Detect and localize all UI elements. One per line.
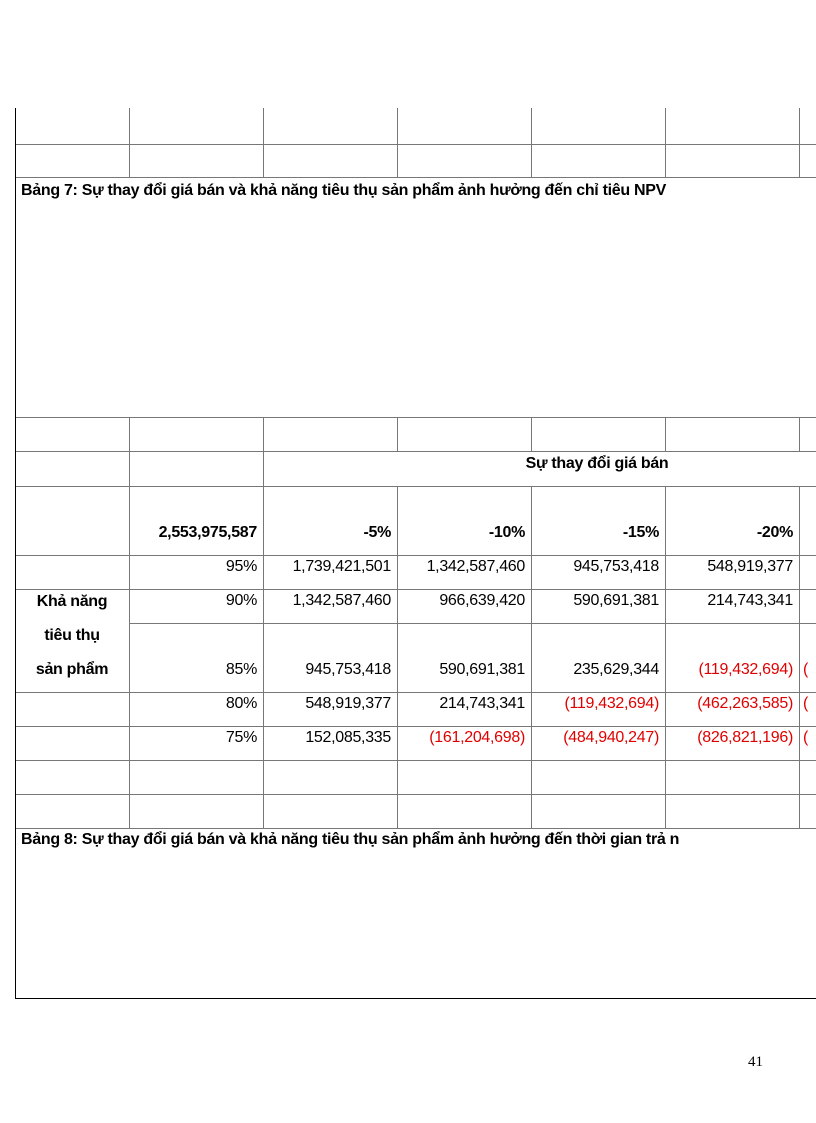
column-header: -20%	[756, 524, 793, 541]
grid-line	[665, 108, 666, 177]
grid-line	[397, 108, 398, 177]
row-percent: 80%	[225, 695, 257, 712]
table-8-title: Bảng 8: Sự thay đổi giá bán và khả năng tiêu thụ sản phẩm ảnh hưởng đến thời gian trả n	[21, 831, 680, 848]
npv-cell: 214,743,341	[439, 695, 525, 712]
grid-line	[15, 692, 816, 693]
table-7-title: Bảng 7: Sự thay đổi giá bán và khả năng tiêu thụ sản phẩm ảnh hưởng đến chỉ tiêu NPV	[21, 182, 666, 199]
npv-cell: 590,691,381	[573, 592, 659, 609]
grid-line	[15, 726, 816, 727]
row-group-label: sản phẩm	[35, 661, 109, 678]
grid-line	[15, 177, 816, 178]
group-header: Sự thay đổi giá bán	[525, 455, 669, 472]
grid-line	[15, 760, 816, 761]
column-header: -10%	[488, 524, 525, 541]
row-percent: 75%	[225, 729, 257, 746]
npv-cell: 1,342,587,460	[292, 592, 391, 609]
npv-cell: 945,753,418	[573, 558, 659, 575]
grid-line	[15, 451, 816, 452]
grid-line	[799, 417, 800, 451]
grid-line	[129, 623, 816, 624]
npv-cell-clipped: (	[803, 661, 809, 678]
grid-line	[665, 417, 666, 451]
grid-line	[799, 486, 800, 828]
grid-line	[531, 108, 532, 177]
npv-cell: (119,432,694)	[564, 695, 659, 712]
npv-cell: 945,753,418	[305, 661, 391, 678]
npv-cell: 1,342,587,460	[426, 558, 525, 575]
grid-line	[15, 486, 816, 487]
grid-line	[15, 417, 816, 418]
npv-cell: 966,639,420	[439, 592, 525, 609]
npv-cell-clipped: (	[803, 729, 809, 746]
npv-cell: 235,629,344	[573, 661, 659, 678]
grid-line	[129, 108, 130, 177]
row-group-label: tiêu thụ	[44, 627, 100, 644]
row-percent: 95%	[225, 558, 257, 575]
npv-cell: (484,940,247)	[563, 729, 659, 746]
grid-line	[531, 417, 532, 451]
column-header: -15%	[622, 524, 659, 541]
grid-line	[15, 794, 816, 795]
npv-cell: (161,204,698)	[429, 729, 525, 746]
grid-line	[15, 144, 816, 145]
npv-cell: 590,691,381	[439, 661, 525, 678]
page-number: 41	[748, 1054, 763, 1070]
spreadsheet-area	[15, 108, 816, 999]
grid-line	[263, 108, 264, 177]
grid-line	[799, 108, 800, 177]
npv-cell: (826,821,196)	[697, 729, 793, 746]
npv-cell: 1,739,421,501	[292, 558, 391, 575]
grid-line	[15, 555, 816, 556]
row-group-label: Khả năng	[36, 593, 108, 610]
column-header: -5%	[363, 524, 391, 541]
sheet-bottom-border	[15, 998, 816, 999]
row-percent: 85%	[225, 661, 257, 678]
sheet-left-border	[15, 108, 16, 999]
npv-cell: 152,085,335	[305, 729, 391, 746]
grid-line	[15, 589, 816, 590]
row-percent: 90%	[225, 592, 257, 609]
npv-cell: 214,743,341	[707, 592, 793, 609]
npv-cell: 548,919,377	[707, 558, 793, 575]
npv-cell: (462,263,585)	[697, 695, 793, 712]
grid-line	[397, 417, 398, 451]
npv-cell: 548,919,377	[305, 695, 391, 712]
grid-line	[15, 828, 816, 829]
corner-npv-value: 2,553,975,587	[158, 524, 257, 541]
npv-cell: (119,432,694)	[698, 661, 793, 678]
npv-cell-clipped: (	[803, 695, 809, 712]
